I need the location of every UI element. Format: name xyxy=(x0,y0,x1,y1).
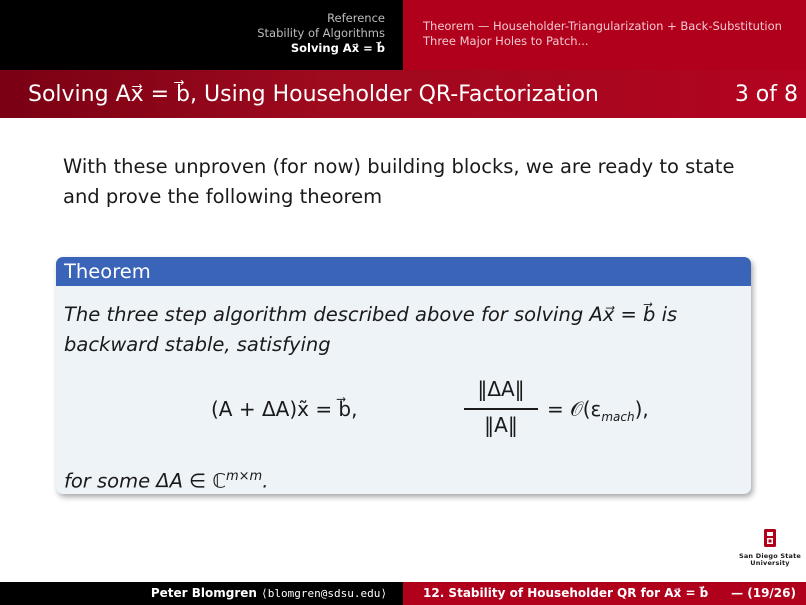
theorem-condition-end: . xyxy=(262,469,269,493)
university-seal-icon xyxy=(760,527,780,549)
equation-lhs: (A + ΔA)x̃ = b⃗, xyxy=(211,397,358,421)
theorem-condition-superscript: m×m xyxy=(225,469,263,484)
equation-rhs xyxy=(547,397,649,424)
theorem-block xyxy=(56,257,751,494)
theorem-condition xyxy=(64,464,268,494)
nav-subsection-theorem[interactable]: Theorem — Householder-Triangularization + Back-Substitution xyxy=(423,19,782,33)
fraction-bar xyxy=(464,408,538,410)
nav-section-solving[interactable]: Solving Ax⃗ = b⃗ xyxy=(290,41,385,55)
university-logo xyxy=(737,527,803,569)
subsection-nav xyxy=(403,0,806,70)
theorem-label: Theorem xyxy=(64,260,151,283)
author-email: ⟨blomgren@sdsu.edu⟩ xyxy=(261,587,387,600)
theorem-header xyxy=(56,257,751,286)
equation-subscript: mach xyxy=(601,410,635,424)
equation-rhs-tail: ), xyxy=(634,397,649,421)
theorem-equation xyxy=(211,374,661,444)
intro-paragraph: With these unproven (for now) building blocks, we are ready to state and prove the following theorem xyxy=(63,155,735,208)
nav-section-stability[interactable]: Stability of Algorithms xyxy=(257,26,385,40)
footer-section-panel xyxy=(403,582,806,605)
fraction-denominator: ‖A‖ xyxy=(484,413,518,437)
footer-author xyxy=(151,586,387,601)
frame-title: Solving Ax⃗ = b⃗, Using Householder QR-Factorization xyxy=(28,82,599,107)
section-nav xyxy=(0,0,403,70)
theorem-statement: The three step algorithm described above for solving Ax⃗ = b⃗ is backward stable, satisfying xyxy=(64,303,678,356)
nav-subsection-holes[interactable]: Three Major Holes to Patch... xyxy=(423,34,589,48)
footer-author-panel xyxy=(0,582,403,605)
equation-rhs-main: = 𝒪(ε xyxy=(547,397,602,421)
footer-bar xyxy=(0,582,806,605)
wordmark-line-1: San Diego State xyxy=(738,552,802,560)
wordmark-line-2: University xyxy=(750,559,790,567)
top-navigation xyxy=(0,0,806,70)
fraction-numerator: ‖ΔA‖ xyxy=(477,377,525,401)
university-wordmark xyxy=(737,553,803,567)
footer-section-title: 12. Stability of Householder QR for Ax⃗ = b⃗ xyxy=(423,586,709,600)
frame-title-bar xyxy=(0,70,806,118)
footer-page-number: — (19/26) xyxy=(731,586,796,600)
theorem-condition-text: for some ΔA ∈ ℂ xyxy=(64,469,226,493)
nav-section-reference[interactable]: Reference xyxy=(327,11,385,25)
author-name: Peter Blomgren xyxy=(150,586,257,600)
frame-counter: 3 of 8 xyxy=(734,82,798,107)
